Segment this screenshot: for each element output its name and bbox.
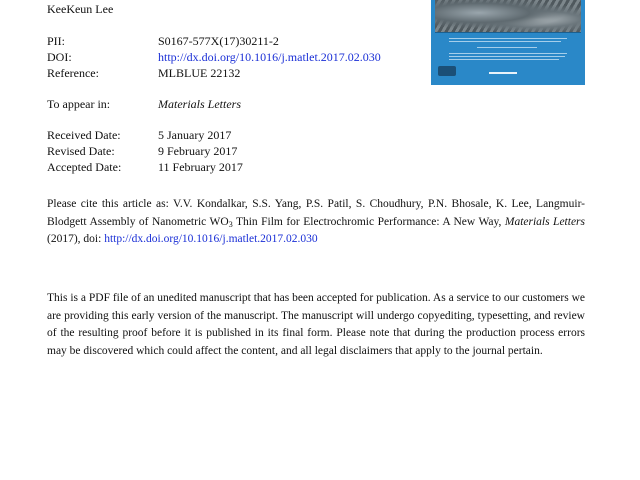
revised-value: 9 February 2017: [158, 144, 238, 158]
accepted-label: Accepted Date:: [47, 160, 122, 174]
citation-doi-link[interactable]: http://dx.doi.org/10.1016/j.matlet.2017.02.030: [104, 233, 318, 245]
doi-link[interactable]: http://dx.doi.org/10.1016/j.matlet.2017.02.030: [158, 50, 381, 64]
journal-name: Materials Letters: [158, 97, 241, 111]
reference-label: Reference:: [47, 66, 99, 80]
author-name: KeeKeun Lee: [47, 2, 114, 16]
reference-value: MLBLUE 22132: [158, 66, 241, 80]
appear-label: To appear in:: [47, 97, 111, 111]
revised-label: Revised Date:: [47, 144, 115, 158]
citation-paragraph: Please cite this article as: V.V. Kondalkar, S.S. Yang, P.S. Patil, S. Choudhury, P.N. Bhosale, K. Lee, Langmuir-Blodgett Assembly of Nanometric $WO_3$ Thin Film for Electrochromic Performance: A New Way, Materials Letters (2017), doi: http://dx.doi.org/10.1016/j.matlet.2017.02.030: [47, 198, 585, 245]
received-value: 5 January 2017: [158, 128, 232, 142]
doi-row: [47, 50, 381, 65]
pii-row: [47, 34, 279, 49]
cover-micrograph: [435, 0, 581, 33]
subscript: 3: [228, 219, 233, 229]
pii-label: PII:: [47, 34, 65, 48]
reference-row: [47, 66, 240, 81]
doi-label: DOI:: [47, 50, 72, 64]
publisher-wordmark: [489, 72, 517, 74]
appear-row: [47, 97, 241, 112]
accepted-row: [47, 160, 243, 175]
publisher-logo: [438, 66, 456, 76]
journal-cover-thumbnail: [431, 0, 585, 85]
accepted-value: 11 February 2017: [158, 160, 243, 174]
received-label: Received Date:: [47, 128, 121, 142]
revised-row: [47, 144, 237, 159]
disclaimer-paragraph: This is a PDF file of an unedited manuscript that has been accepted for publication. As a service to our customers we are providing this early version of the manuscript. The manuscript will undergo copyediting, typesetting, and review of the resulting proof before it is published in its final form. Please note that during the production process errors may be discovered which could affect the content, and all legal disclaimers that apply to the journal pertain.: [47, 292, 585, 357]
pii-value: S0167-577X(17)30211-2: [158, 34, 279, 48]
citation-journal: Materials Letters: [504, 215, 585, 228]
received-row: [47, 128, 231, 143]
